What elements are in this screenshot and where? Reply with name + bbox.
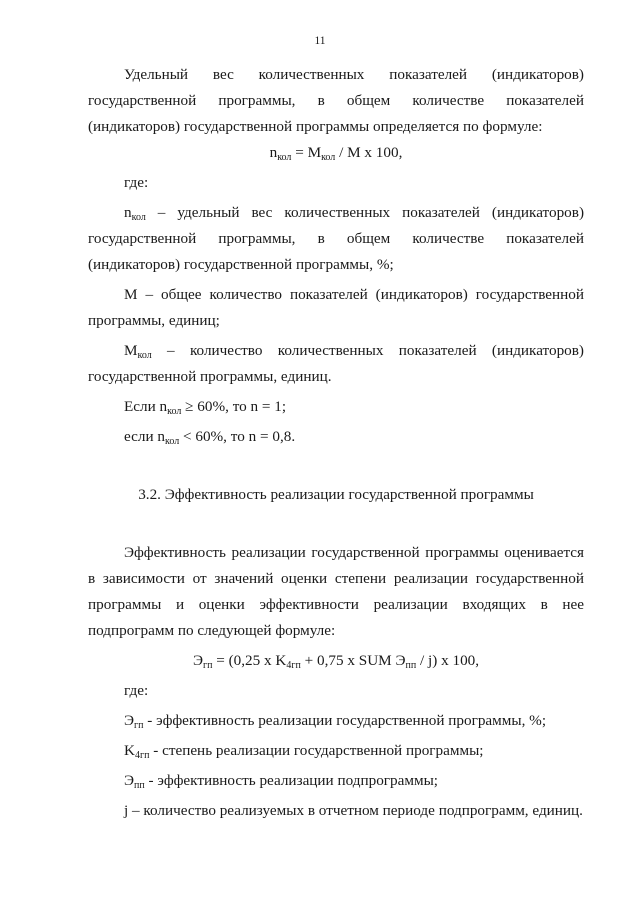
where-label-2: где: [124, 682, 149, 699]
condition-greater: Если $n_{кол} \ge 60\%$, то n = 1; [124, 398, 287, 417]
definition-k-4gp: $K_{4гп}$ - степень реализации государственной программы; [124, 742, 484, 761]
where-label: где: [124, 174, 149, 191]
page-number: 11 [314, 35, 326, 47]
paragraph-share-intro: Удельный вес количественных показателей (индикаторов) государственной программы, в общем количестве показателей (индикаторов) государственной программы определяется по формуле: [88, 66, 584, 135]
formula-efficiency: $Э_{гп} = (0,25$ x $K_{4гп} + 0,75$ x SUM $Э_{пп} / j$) x 100, [192, 652, 480, 671]
page-content [88, 62, 584, 824]
definition-j: j – количество реализуемых в отчетном периоде подпрограмм, единиц. [124, 802, 583, 819]
definition-e-pp: $Э_{пп}$ - эффективность реализации подпрограммы; [124, 772, 439, 791]
condition-less: если $n_{кол} < 60\%$, то n = 0,8. [124, 428, 296, 447]
section-heading: 3.2. Эффективность реализации государственной программы [138, 486, 534, 503]
definition-m-kol: $M_{кол}$ – количество количественных показателей (индикаторов) государственной программы, единиц. [88, 342, 584, 385]
definition-m: M – общее количество показателей (индикаторов) государственной программы, единиц; [88, 286, 584, 329]
paragraph-efficiency-intro: Эффективность реализации государственной программы оценивается в зависимости от значений оценки степени реализации государственной программы и оценки эффективности реализации входящих в нее подпрограмм по следующей формуле: [88, 544, 584, 639]
definition-e-gp: $Э_{гп}$ - эффективность реализации государственной программы, %; [124, 712, 547, 731]
formula-share: $n_{кол} = M_{кол} / M$ x 100, [269, 144, 403, 163]
definition-n-kol: $n_{кол}$ – удельный вес количественных показателей (индикаторов) государственной программы, в общем количестве показателей (индикаторов) государственной программы, %; [88, 204, 584, 273]
